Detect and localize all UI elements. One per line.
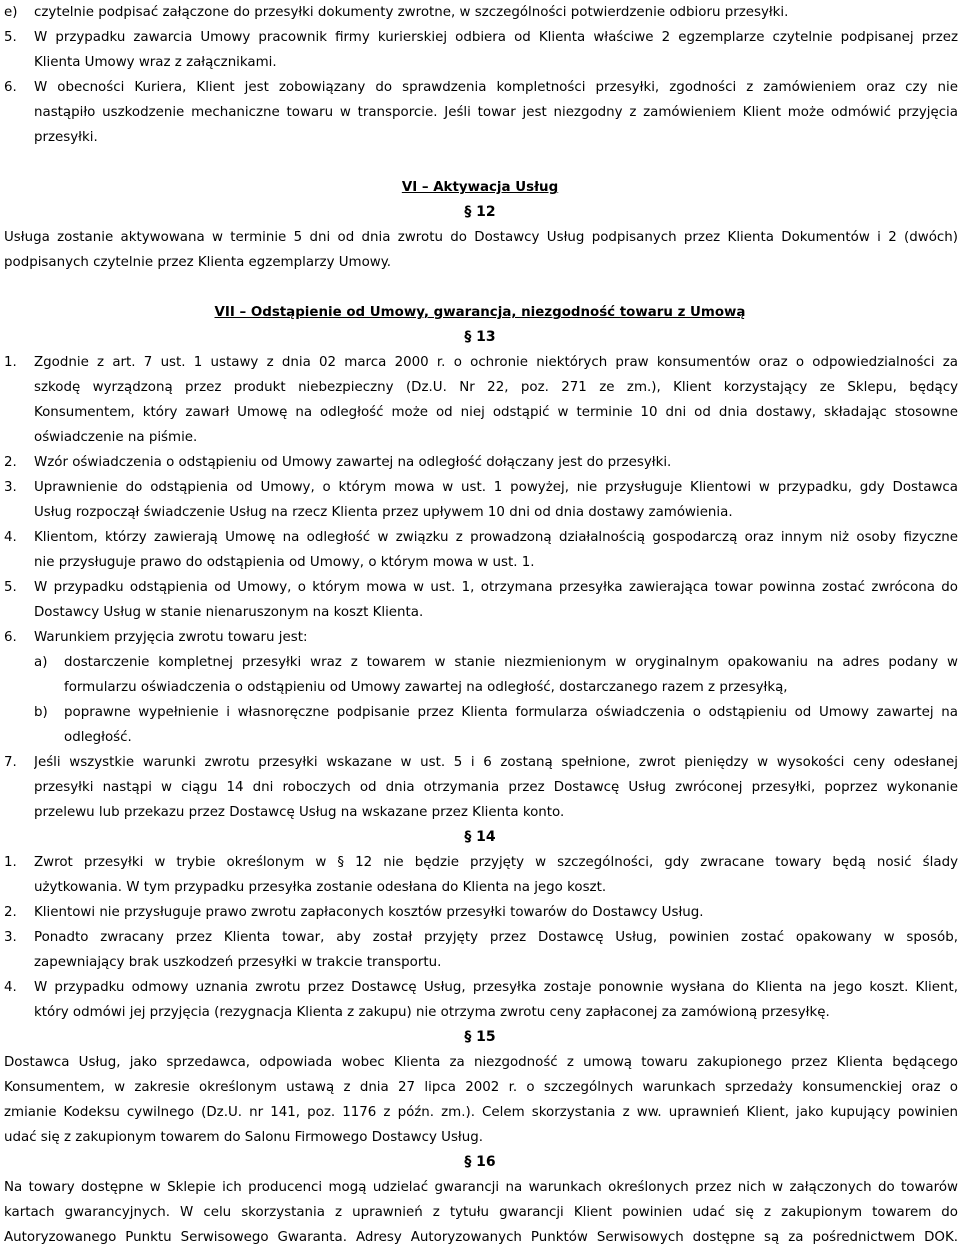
text-line-content: udać się z zakupionym towarem do Salonu Firmowego Dostawcy Usług. bbox=[4, 1130, 483, 1145]
list-item-label: 6. bbox=[4, 630, 17, 645]
text-line-content: nie przysługuje prawo do odstąpienia od Umowy, o którym mowa w ust. 1. bbox=[34, 555, 535, 570]
text-line-content: podpisanych czytelnie przez Klienta egzemplarzy Umowy. bbox=[4, 255, 392, 270]
text-line-content: Na towary dostępne w Sklepie ich producenci mogą udzielać gwarancji na warunkach określonych przez nich w załączonych do towarów bbox=[4, 1180, 958, 1195]
text-line-content: oświadczenie na piśmie. bbox=[34, 430, 198, 445]
text-line-content: Konsumentem, który zawarł Umowę na odległość może od niej odstąpić w terminie 10 dni od dnia dostawy, składając stosowne bbox=[34, 405, 958, 420]
text-line-content: przelewu lub przekazu przez Dostawcę Usług na wskazane przez Klienta konto. bbox=[34, 805, 565, 820]
text-line-content: Zgodnie z art. 7 ust. 1 ustawy z dnia 02 marca 2000 r. o ochronie niektórych praw konsumentów oraz o odpowiedzialności za bbox=[34, 355, 958, 370]
text-line-content: Zwrot przesyłki w trybie określonym w § 12 nie będzie przyjęty w szczególności, gdy zwracane towary będą nosić ślady bbox=[34, 855, 958, 870]
list-item-label: 1. bbox=[4, 355, 17, 370]
text-line-content: kartach gwarancyjnych. W celu skorzystania z uprawnień z tytułu gwarancji Klient powinien udać się z zakupionym towarem do bbox=[4, 1205, 958, 1220]
text-line-content: czytelnie podpisać załączone do przesyłki dokumenty zwrotne, w szczególności potwierdzenie odbioru przesyłki. bbox=[34, 5, 789, 20]
text-line-content: Konsumentem, w zakresie określonym ustawą z dnia 27 lipca 2002 r. o szczególnych warunkach sprzedaży konsumenckiej oraz o bbox=[4, 1080, 958, 1095]
text-line-content: Usługa zostanie aktywowana w terminie 5 dni od dnia zwrotu do Dostawcy Usług podpisanych przez Klienta Dokumentów i 2 (dwóch) bbox=[4, 230, 958, 245]
list-item-label: 4. bbox=[4, 980, 17, 995]
list-item-label: a) bbox=[34, 655, 48, 670]
list-item-label: 4. bbox=[4, 530, 17, 545]
list-item-label: e) bbox=[4, 5, 18, 20]
list-item-label: 5. bbox=[4, 30, 17, 45]
text-line-content: zapewniający brak uszkodzeń przesyłki w trakcie transportu. bbox=[34, 955, 442, 970]
text-line-content: zmianie Kodeksu cywilnego (Dz.U. nr 141, poz. 1176 z późn. zm.). Celem skorzystania z ww. uprawnień Klient, jako kupujący powinien bbox=[4, 1105, 958, 1120]
text-line-content: Dostawcy Usług w stanie nienaruszonym na koszt Klienta. bbox=[34, 605, 424, 620]
text-line-content: szkodę wyrządzoną przez produkt niebezpieczny (Dz.U. Nr 22, poz. 271 ze zm.), Klient korzystający ze Sklepu, będący bbox=[34, 380, 958, 395]
text-line-content: Uprawnienie do odstąpienia od Umowy, o którym mowa w ust. 1 powyżej, nie przysługuje Klientowi w przypadku, gdy Dostawca bbox=[34, 480, 958, 495]
text-line-content: odległość. bbox=[64, 730, 132, 745]
list-item-label: 6. bbox=[4, 80, 17, 95]
text-line-content: Ponadto zwracany przez Klienta towar, aby został przyjęty przez Dostawcę Usług, powinien zostać opakowany w sposób, bbox=[34, 930, 958, 945]
text-line-content: formularzu oświadczenia o odstąpieniu od Umowy zawartej na odległość, dostarczanego razem z przesyłką, bbox=[64, 680, 788, 695]
paragraph-number-text: § 12 bbox=[464, 204, 496, 220]
text-line-content: Klientowi nie przysługuje prawo zwrotu zapłaconych kosztów przesyłki towarów do Dostawcy Usług. bbox=[34, 905, 704, 920]
text-line-content: użytkowania. W tym przypadku przesyłka zostanie odesłana do Klienta na jego koszt. bbox=[34, 880, 607, 895]
text-line-content: W przypadku zawarcia Umowy pracownik firmy kurierskiej odbiera od Klienta właściwe 2 egzemplarze czytelnie podpisanej przez bbox=[34, 30, 958, 45]
text-line-content: Wzór oświadczenia o odstąpieniu od Umowy zawartej na odległość dołączany jest do przesyłki. bbox=[34, 455, 672, 470]
paragraph-number-text: § 15 bbox=[464, 1029, 496, 1045]
text-line-content: Klientom, którzy zawierają Umowę na odległość w związku z prowadzoną działalnością gospodarczą oraz innym niż osoby fizyczne bbox=[34, 530, 958, 545]
list-item-label: b) bbox=[34, 705, 48, 720]
text-line-content: który odmówi jej przyjęcia (rezygnacja Klienta z zakupu) nie otrzyma zwrotu ceny zapłaconej za zamówioną przesyłkę. bbox=[34, 1005, 830, 1020]
text-line-content: przesyłki. bbox=[34, 130, 98, 145]
list-item-label: 7. bbox=[4, 755, 17, 770]
text-line-content: Usług rozpoczął świadczenie Usług na rzecz Klienta przez upływem 10 dni od dnia dostawy zamówienia. bbox=[34, 505, 733, 520]
text-line-content: Klienta Umowy wraz z załącznikami. bbox=[34, 55, 277, 70]
text-line-content: W przypadku odmowy uznania zwrotu przez Dostawcę Usług, przesyłka zostaje ponownie wysłana do Klienta na jego koszt. Klient, bbox=[34, 980, 958, 995]
paragraph-number-text: § 13 bbox=[464, 329, 496, 345]
list-item-label: 3. bbox=[4, 480, 17, 495]
paragraph-number-text: § 14 bbox=[464, 829, 496, 845]
list-item-label: 3. bbox=[4, 930, 17, 945]
list-item-label: 2. bbox=[4, 455, 17, 470]
text-line-content: Autoryzowanego Punktu Serwisowego Gwaranta. Adresy Autoryzowanych Punktów Serwisowych dostępne są za pośrednictwem DOK. bbox=[4, 1230, 958, 1245]
text-line-content: W przypadku odstąpienia od Umowy, o którym mowa w ust. 1, otrzymana przesyłka zawierająca towar powinna zostać zwrócona do bbox=[34, 580, 958, 595]
section-heading-text: VII – Odstąpienie od Umowy, gwarancja, niezgodność towaru z Umową bbox=[214, 305, 746, 320]
list-item-label: 5. bbox=[4, 580, 17, 595]
text-line-content: W obecności Kuriera, Klient jest zobowiązany do sprawdzenia kompletności przesyłki, zgodności z zamówieniem oraz czy nie bbox=[34, 80, 958, 95]
paragraph-number-text: § 16 bbox=[464, 1154, 496, 1170]
text-line-content: przesyłki nastąpi w ciągu 14 dni roboczych od dnia otrzymania przez Dostawcę Usług zwróconej przesyłki, poprzez wykonanie bbox=[34, 780, 958, 795]
list-item-label: 2. bbox=[4, 905, 17, 920]
list-item-label: 1. bbox=[4, 855, 17, 870]
section-heading-text: VI – Aktywacja Usług bbox=[401, 180, 559, 195]
text-line-content: Jeśli wszystkie warunki zwrotu przesyłki wskazane w ust. 5 i 6 zostaną spełnione, zwrot pieniędzy w wysokości ceny odesłanej bbox=[34, 755, 958, 770]
text-line-content: dostarczenie kompletnej przesyłki wraz z towarem w stanie niezmienionym w oryginalnym opakowaniu na adres podany w bbox=[64, 655, 958, 670]
text-line-content: poprawne wypełnienie i własnoręczne podpisanie przez Klienta formularza oświadczenia o odstąpieniu od Umowy zawartej na bbox=[64, 705, 958, 720]
text-line-content: Dostawca Usług, jako sprzedawca, odpowiada wobec Klienta za niezgodność z umową towaru zakupionego przez Klienta będącego bbox=[4, 1055, 958, 1070]
text-line-content: nastąpiło uszkodzenie mechaniczne towaru w transporcie. Jeśli towar jest niezgodny z zamówieniem Klient może odmówić przyjęcia bbox=[34, 105, 958, 120]
text-line-content: Warunkiem przyjęcia zwrotu towaru jest: bbox=[34, 630, 308, 645]
